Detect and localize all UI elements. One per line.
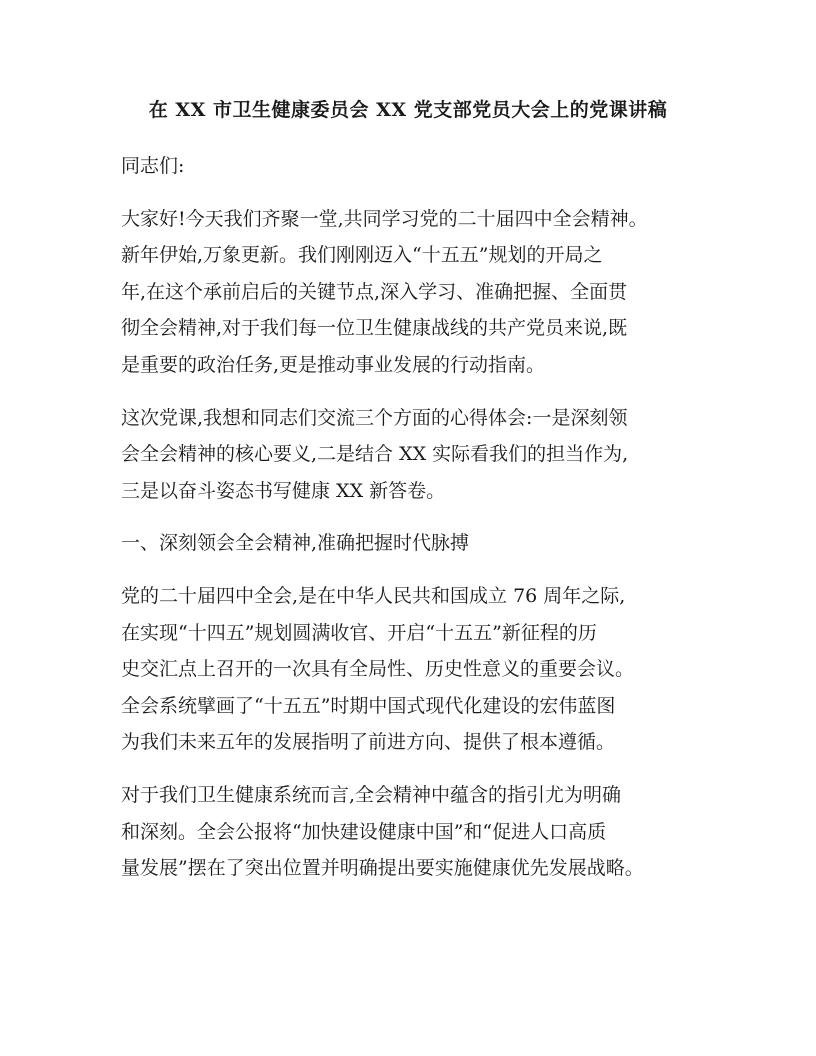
paragraph-line: 大家好!今天我们齐聚一堂,共同学习党的二十届四中全会精神。 <box>121 207 648 230</box>
paragraph-line: 对于我们卫生健康系统而言,全会精神中蕴含的指引尤为明确 <box>121 783 622 806</box>
greeting-paragraph <box>121 148 721 185</box>
paragraph-line: 三是以奋斗姿态书写健康 XX 新答卷。 <box>121 479 446 502</box>
section-heading <box>121 525 721 562</box>
paragraph-line: 党的二十届四中全会,是在中华人民共和国成立 76 周年之际, <box>121 584 626 607</box>
outline-paragraph <box>121 400 721 510</box>
paragraph-line: 会全会精神的核心要义,二是结合 XX 实际看我们的担当作为, <box>121 443 629 466</box>
paragraph-line: 一、深刻领会全会精神,准确把握时代脉搏 <box>121 532 470 555</box>
paragraph-line: 量发展”摆在了突出位置并明确提出要实施健康优先发展战略。 <box>121 857 644 880</box>
paragraph-line: 同志们: <box>121 155 185 177</box>
paragraph-line: 年,在这个承前启后的关键节点,深入学习、准确把握、全面贯 <box>121 280 628 303</box>
paragraph-line: 新年伊始,万象更新。我们刚刚迈入“十五五”规划的开局之 <box>121 244 603 267</box>
opening-paragraph <box>121 201 721 384</box>
paragraph-line: 为我们未来五年的发展指明了前进方向、提供了根本遵循。 <box>121 731 616 754</box>
paragraph-line: 这次党课,我想和同志们交流三个方面的心得体会:一是深刻领 <box>121 406 628 429</box>
document-title: 在 XX 市卫生健康委员会 XX 党支部党员大会上的党课讲稿 <box>148 99 668 121</box>
paragraph-line: 和深刻。全会公报将“加快建设健康中国”和“促进人口高质 <box>121 820 607 843</box>
plenum-paragraph <box>121 578 721 761</box>
paragraph-line: 彻全会精神,对于我们每一位卫生健康战线的共产党员来说,既 <box>121 317 628 340</box>
paragraph-line: 在实现“十四五”规划圆满收官、开启“十五五”新征程的历 <box>121 621 597 644</box>
paragraph-line: 史交汇点上召开的一次具有全局性、历史性意义的重要会议。 <box>121 658 635 681</box>
health-system-paragraph <box>121 777 721 887</box>
document-body <box>121 148 721 903</box>
paragraph-line: 是重要的政治任务,更是推动事业发展的行动指南。 <box>121 353 546 376</box>
paragraph-line: 全会系统擘画了“十五五”时期中国式现代化建设的宏伟蓝图 <box>121 694 616 717</box>
